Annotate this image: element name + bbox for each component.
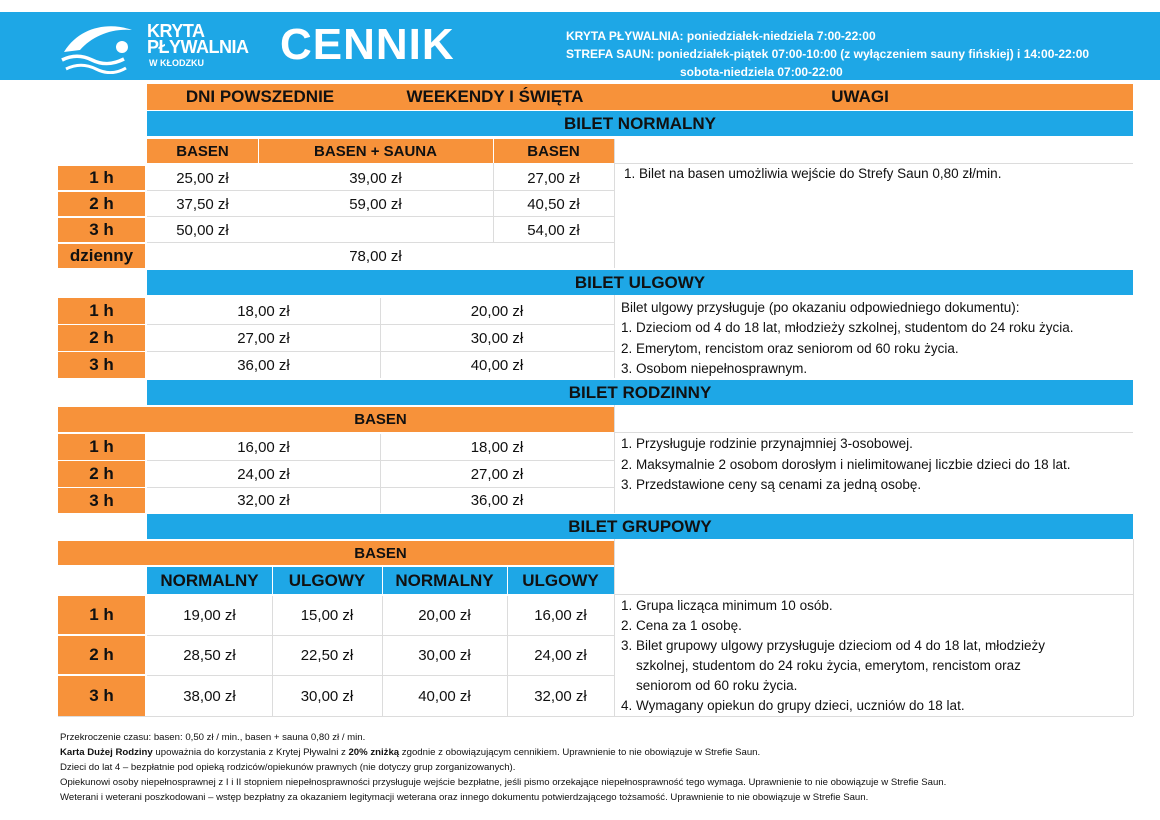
column-weekends: WEEKENDY I ŚWIĘTA (406, 87, 584, 106)
grupowy-sub-basen: BASEN (354, 544, 407, 562)
logo-line1: KRYTA (147, 21, 205, 41)
normalny-row-label: 2 h (89, 194, 114, 213)
normalny-note: 1. Bilet na basen umożliwia wejście do Strefy Saun 0,80 zł/min. (624, 166, 1002, 181)
ulgowy-note: 1. Dzieciom od 4 do 18 lat, młodzieży szkolnej, studentom do 24 roku życia. (621, 320, 1074, 335)
rodzinny-note: 2. Maksymalnie 2 osobom dorosłym i nielimitowanej liczbie dzieci do 18 lat. (621, 457, 1071, 472)
swimmer-logo-icon (58, 20, 138, 74)
rodzinny-note: 3. Przedstawione ceny są cenami za jedną osobę. (621, 477, 922, 492)
footer-overtime: Przekroczenie czasu: basen: 0,50 zł / min., basen + sauna 0,80 zł / min. (60, 732, 366, 743)
normalny-row-label: dzienny (69, 246, 134, 265)
grupowy-note: 4. Wymagany opiekun do grupy dzieci, uczniów do 18 lat. (621, 698, 965, 713)
ulgowy-weekday-price: 18,00 zł (237, 302, 290, 320)
grupowy-normalny-price: 38,00 zł (183, 687, 236, 705)
column-weekdays: DNI POWSZEDNIE (185, 87, 335, 106)
normalny-row-label: 1 h (89, 168, 114, 187)
ulgowy-weekend-price: 20,00 zł (470, 302, 524, 320)
grupowy-note: szkolnej, studentom do 24 roku życia, emerytom, rencistom oraz (621, 658, 1021, 673)
grupowy-ulgowy-price: 22,50 zł (300, 646, 354, 664)
ulgowy-weekday-price: 36,00 zł (237, 356, 290, 374)
grupowy-row-label: 1 h (89, 605, 114, 624)
rodzinny-weekday-price: 16,00 zł (237, 438, 290, 456)
rodzinny-weekday-price: 32,00 zł (237, 492, 290, 509)
logo-line2: PŁYWALNIA (147, 37, 249, 57)
normalny-weekend-price: 54,00 zł (527, 221, 580, 239)
rodzinny-weekday-price: 24,00 zł (237, 465, 290, 483)
grupowy-normalny-weekend-price: 30,00 zł (418, 646, 471, 664)
footer-children: Dzieci do lat 4 – bezpłatnie pod opieką rodziców/opiekunów prawnych (nie dotyczy grup zorganizowanych). (60, 762, 516, 773)
rodzinny-note: 1. Przysługuje rodzinie przynajmniej 3-osobowej. (621, 436, 913, 451)
column-notes: UWAGI (831, 87, 889, 106)
grupowy-normalny-price: 19,00 zł (183, 606, 236, 624)
grupowy-note: seniorom od 60 roku życia. (621, 678, 798, 693)
footer-family-card (60, 745, 760, 760)
ulgowy-row-label: 1 h (89, 301, 114, 320)
grupowy-col-normalny-weekend: NORMALNY (395, 570, 494, 590)
grupowy-ulgowy-weekend-price: 16,00 zł (534, 606, 587, 624)
grupowy-ulgowy-weekend-price: 32,00 zł (534, 687, 587, 705)
grupowy-row-label: 3 h (89, 686, 114, 705)
grupowy-row-label: 2 h (89, 645, 114, 664)
normalny-weekend-price (493, 244, 614, 268)
ulgowy-note: 3. Osobom niepełnosprawnym. (621, 361, 808, 376)
section-ulgowy-title: BILET ULGOWY (574, 272, 706, 292)
grupowy-normalny-price: 28,50 zł (183, 646, 236, 664)
normalny-basen-price: 50,00 zł (176, 221, 229, 239)
rodzinny-row-label: 2 h (89, 464, 114, 483)
rodzinny-weekend-price: 36,00 zł (470, 492, 524, 509)
normalny-basen-price: 25,00 zł (176, 169, 229, 187)
ulgowy-note-intro: Bilet ulgowy przysługuje (po okazaniu odpowiedniego dokumentu): (621, 300, 1020, 315)
grupowy-col-normalny: NORMALNY (160, 570, 259, 590)
hours-sauna-weekend: sobota-niedziela 07:00-22:00 (680, 65, 843, 79)
grupowy-ulgowy-price: 15,00 zł (300, 606, 354, 624)
ulgowy-row-label: 2 h (89, 328, 114, 347)
grupowy-normalny-weekend-price: 40,00 zł (418, 687, 471, 705)
normalny-sauna-price: 59,00 zł (349, 195, 402, 213)
grupowy-note: 3. Bilet grupowy ulgowy przysługuje dzieciom od 4 do 18 lat, młodzieży (621, 638, 1045, 653)
normalny-row-label: 3 h (89, 220, 114, 239)
rodzinny-row-label: 3 h (89, 490, 114, 510)
rodzinny-weekend-price: 18,00 zł (470, 438, 524, 456)
ulgowy-note: 2. Emerytom, rencistom oraz seniorom od 60 roku życia. (621, 341, 959, 356)
rodzinny-weekend-price: 27,00 zł (470, 465, 524, 483)
normalny-weekend-price: 40,50 zł (527, 195, 580, 213)
footer-discount-bold: 20% zniżką (348, 747, 400, 758)
normalny-sub-basen: BASEN (176, 142, 229, 160)
normalny-basen-price: 37,50 zł (176, 195, 229, 213)
normalny-sauna-price (258, 218, 493, 242)
rodzinny-sub-basen: BASEN (354, 411, 407, 428)
grupowy-note: 1. Grupa licząca minimum 10 osób. (621, 598, 833, 613)
page-title: CENNIK (280, 20, 455, 69)
grupowy-ulgowy-price: 30,00 zł (300, 687, 354, 705)
section-grupowy-title: BILET GRUPOWY (568, 516, 712, 536)
normalny-sub-basen-weekend: BASEN (527, 142, 580, 160)
normalny-basen-price (147, 244, 258, 268)
grupowy-note: 2. Cena za 1 osobę. (621, 618, 742, 633)
logo-line3: W KŁODZKU (149, 58, 204, 68)
grupowy-col-ulgowy-weekend: ULGOWY (522, 570, 599, 590)
footer-family-card-bold: Karta Dużej Rodziny (60, 747, 153, 758)
normalny-sauna-price: 39,00 zł (349, 169, 402, 187)
ulgowy-weekend-price: 40,00 zł (470, 356, 524, 374)
hours-sauna-weekdays: STREFA SAUN: poniedziałek-piątek 07:00-10:00 (z wyłączeniem sauny fińskiej) i 14:00-22:00 (566, 47, 1090, 61)
normalny-sauna-price: 78,00 zł (349, 247, 402, 265)
ulgowy-weekday-price: 27,00 zł (237, 329, 290, 347)
grupowy-ulgowy-weekend-price: 24,00 zł (534, 646, 587, 664)
ulgowy-row-label: 3 h (89, 355, 114, 374)
footer-family-card-mid: upoważnia do korzystania z Krytej Pływalni z (152, 747, 349, 758)
section-rodzinny-title: BILET RODZINNY (568, 382, 712, 402)
footer-family-card-end: zgodnie z obowiązującym cennikiem. Uprawnienie to nie obowiązuje w Strefie Saun. (399, 747, 761, 758)
footer-veterans: Weterani i weterani poszkodowani – wstęp bezpłatny za okazaniem legitymacji weterana oraz innego dokumentu potwierdzającego tożsamość. Uprawnienie to nie obowiązuje w Strefie Saun. (60, 792, 869, 803)
grupowy-col-ulgowy: ULGOWY (288, 570, 366, 590)
ulgowy-weekend-price: 30,00 zł (470, 329, 524, 347)
rodzinny-row-label: 1 h (89, 437, 114, 456)
hours-pool: KRYTA PŁYWALNIA: poniedziałek-niedziela 7:00-22:00 (566, 29, 876, 43)
normalny-sub-basen-sauna: BASEN + SAUNA (314, 142, 437, 160)
section-normalny-title: BILET NORMALNY (563, 113, 717, 133)
footer-caregiver: Opiekunowi osoby niepełnosprawnej z I i II stopniem niepełnosprawności przysługuje wejście bezpłatne, jeśli pismo orzekające niepełnosprawność tego wymaga. Uprawnienie to nie obowiązuje w Strefie Saun. (60, 777, 947, 788)
grupowy-normalny-weekend-price: 20,00 zł (418, 606, 471, 624)
normalny-weekend-price: 27,00 zł (527, 169, 580, 187)
